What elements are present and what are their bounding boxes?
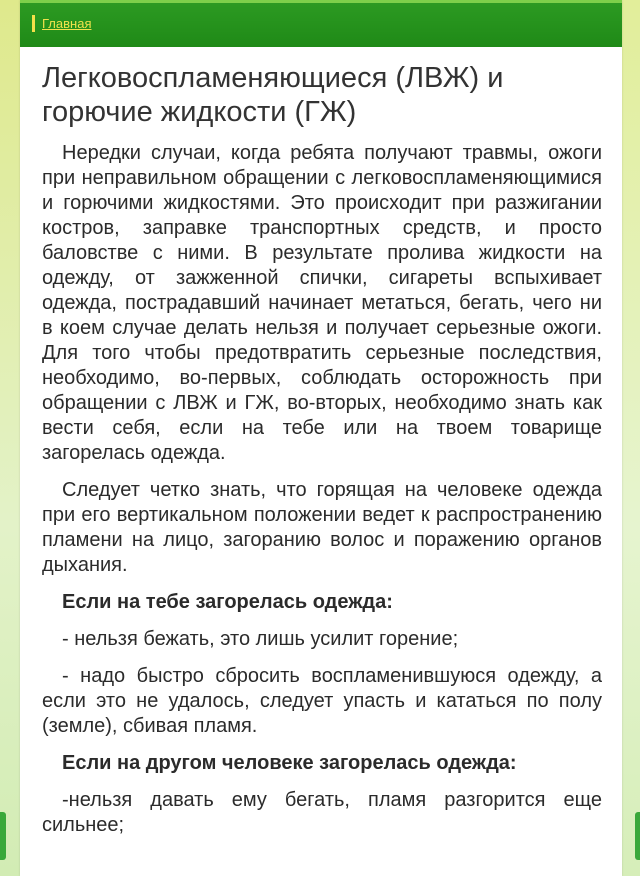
subheading-self-on-fire: Если на тебе загорелась одежда: xyxy=(62,591,393,613)
list-item-dont-run: - нельзя бежать, это лишь усилит горение; xyxy=(62,628,459,650)
article-body xyxy=(42,141,602,838)
left-background-margin xyxy=(0,0,20,876)
page-title: Легковоспламеняющиеся (ЛВЖ) и горючие жидкости (ГЖ) xyxy=(42,62,504,128)
left-edge-tab xyxy=(0,812,6,860)
breadcrumb-home-link[interactable]: Главная xyxy=(42,16,92,31)
breadcrumb-marker-icon xyxy=(32,15,35,32)
breadcrumb xyxy=(20,0,622,47)
paragraph-vertical-position: Следует четко знать, что горящая на человеке одежда при его вертикальном положении ведет к распространению пламени на лицо, загоранию волос и поражению органов дыхания. xyxy=(42,479,602,576)
paragraph-intro: Нередки случаи, когда ребята получают травмы, ожоги при неправильном обращении с легковоспламеняющимися и горючими жидкостями. Это происходит при разжигании костров, заправке транспортных средств, и просто баловстве с ними. В результате пролива жидкости на одежду, от зажженной спички, сигареты вспыхивает одежда, пострадавший начинает метаться, бегать, чего ни в коем случае делать нельзя и получает серьезные ожоги. Для того чтобы предотвратить серьезные последствия, необходимо, во-первых, соблюдать осторожность при обращении с ЛВЖ и ГЖ, во-вторых, необходимо знать как вести себя, если на тебе или на твоем товарище загорелась одежда. xyxy=(42,142,602,464)
list-item-dont-let-run: -нельзя давать ему бегать, пламя разгорится еще сильнее; xyxy=(42,789,602,836)
subheading-other-on-fire: Если на другом человеке загорелась одежда: xyxy=(62,752,517,774)
list-item-drop-clothes: - надо быстро сбросить воспламенившуюся одежду, а если это не удалось, следует упасть и кататься по полу (земле), сбивая пламя. xyxy=(42,665,602,737)
right-edge-tab xyxy=(635,812,640,860)
page-container xyxy=(20,0,622,876)
right-background-margin xyxy=(622,0,640,876)
